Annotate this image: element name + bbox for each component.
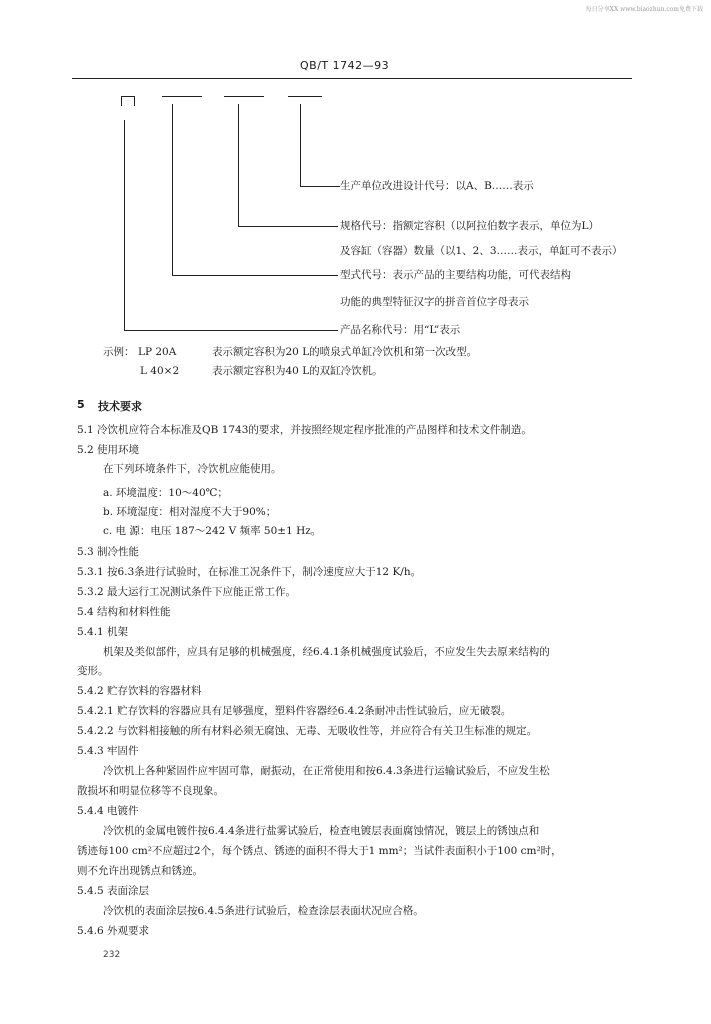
clause-5-4-3-text: 冷饮机上各种紧固件应牢固可靠，耐振动，在正常使用和按6.4.3条进行运输试验后，不应发生松 bbox=[103, 765, 550, 777]
box-type bbox=[162, 96, 202, 97]
label-spec-cont: 及容缸（容器）数量（以1、2、3……表示，单缸可不表示） bbox=[340, 245, 623, 257]
clause-5-4-1: 5.4.1 机架 bbox=[77, 626, 129, 638]
clause-5-3-1: 5.3.1 按6.3条进行试验时，在标准工况条件下，制冷速度应大于12 K/h。 bbox=[77, 566, 422, 578]
example-code-1: LP 20A bbox=[138, 346, 177, 358]
clause-5-4-4-text: 冷饮机的金属电镀件按6.4.4条进行盐雾试验后，检查电镀层表面腐蚀情况，镀层上的锈蚀点和 bbox=[103, 825, 540, 837]
clause-5-1: 5.1 冷饮机应符合本标准及QB 1743的要求，并按照经规定程序批准的产品图样和技术文件制造。 bbox=[77, 424, 532, 436]
leader-spec bbox=[238, 104, 239, 226]
clause-5-2-a: a. 环境温度：10～40℃； bbox=[103, 487, 228, 499]
clause-5-2: 5.2 使用环境 bbox=[77, 444, 140, 456]
clause-5-4-1-text: 机架及类似部件，应具有足够的机械强度，经6.4.1条机械强度试验后，不应发生失去原来结构的 bbox=[103, 646, 550, 658]
example-desc-1: 表示额定容积为20 L的喷泉式单缸冷饮机和第一次改型。 bbox=[212, 346, 478, 358]
leader-name-h bbox=[124, 330, 338, 331]
clause-5-4-6: 5.4.6 外观要求 bbox=[77, 925, 150, 937]
clause-5-4-4-text-cont: 锈迹每100 cm²不应超过2个，每个锈点、锈迹的面积不得大于1 mm²；当试件表面积小于100 cm²时， bbox=[77, 845, 562, 857]
label-spec: 规格代号：指额定容积（以阿拉伯数字表示，单位为L） bbox=[340, 220, 599, 232]
example-prefix: 示例： bbox=[103, 346, 135, 358]
box-revision bbox=[288, 96, 322, 97]
leader-revision-h bbox=[300, 186, 340, 187]
clause-5-4-1-text-cont: 变形。 bbox=[77, 665, 109, 677]
leader-spec-h bbox=[238, 226, 338, 227]
leader-name bbox=[124, 120, 125, 330]
top-watermark: 每日分享XX www.biaozhun.com免费下载 bbox=[585, 6, 703, 13]
clause-5-2-intro: 在下列环境条件下，冷饮机应能使用。 bbox=[103, 463, 282, 475]
clause-5-4-5-text: 冷饮机的表面涂层按6.4.5条进行试验后，检查涂层表面状况应合格。 bbox=[103, 905, 424, 917]
clause-5-4-2-1: 5.4.2.1 贮存饮料的容器应具有足够强度，塑料件容器经6.4.2条耐冲击性试验后，应无破裂。 bbox=[77, 705, 512, 717]
header-rule bbox=[72, 78, 632, 79]
clause-5-3: 5.3 制冷性能 bbox=[77, 546, 140, 558]
clause-5-4-2-2: 5.4.2.2 与饮料相接触的所有材料必须无腐蚀、无毒、无吸收性等，并应符合有关卫生标准的规定。 bbox=[77, 725, 538, 737]
clause-5-4-4: 5.4.4 电镀件 bbox=[77, 805, 139, 817]
leader-type-h bbox=[172, 275, 338, 276]
clause-5-4-5: 5.4.5 表面涂层 bbox=[77, 885, 150, 897]
label-revision: 生产单位改进设计代号：以A、B……表示 bbox=[340, 180, 534, 192]
leader-revision bbox=[300, 104, 301, 186]
section-title: 技术要求 bbox=[98, 400, 142, 413]
clause-5-4: 5.4 结构和材料性能 bbox=[77, 606, 171, 618]
label-type-cont: 功能的典型特征汉字的拼音首位字母表示 bbox=[340, 296, 529, 308]
clause-5-4-3-text-cont: 散损坏和明显位移等不良现象。 bbox=[77, 785, 224, 797]
section-number: 5 bbox=[77, 398, 85, 411]
label-name: 产品名称代号：用“L”表示 bbox=[340, 324, 461, 336]
page-number: 232 bbox=[103, 950, 121, 960]
clause-5-4-2: 5.4.2 贮存饮料的容器材料 bbox=[77, 685, 202, 697]
box-tick bbox=[121, 96, 122, 106]
clause-5-4-4-text-end: 则不允许出现锈点和锈迹。 bbox=[77, 865, 203, 877]
clause-5-4-3: 5.4.3 牢固件 bbox=[77, 745, 139, 757]
example-code-2: L 40×2 bbox=[140, 365, 180, 377]
box-name bbox=[121, 96, 135, 97]
leader-type bbox=[172, 104, 173, 275]
box-tick bbox=[134, 96, 135, 106]
clause-5-2-c: c. 电 源：电压 187～242 V 频率 50±1 Hz。 bbox=[103, 525, 322, 537]
box-spec bbox=[224, 96, 264, 97]
clause-5-2-b: b. 环境湿度：相对湿度不大于90%； bbox=[103, 506, 277, 518]
standard-code-header: QB/T 1742—93 bbox=[300, 59, 390, 72]
example-desc-2: 表示额定容积为40 L的双缸冷饮机。 bbox=[212, 365, 383, 377]
label-type: 型式代号：表示产品的主要结构功能，可代表结构 bbox=[340, 269, 571, 281]
clause-5-3-2: 5.3.2 最大运行工况测试条件下应能正常工作。 bbox=[77, 586, 297, 598]
